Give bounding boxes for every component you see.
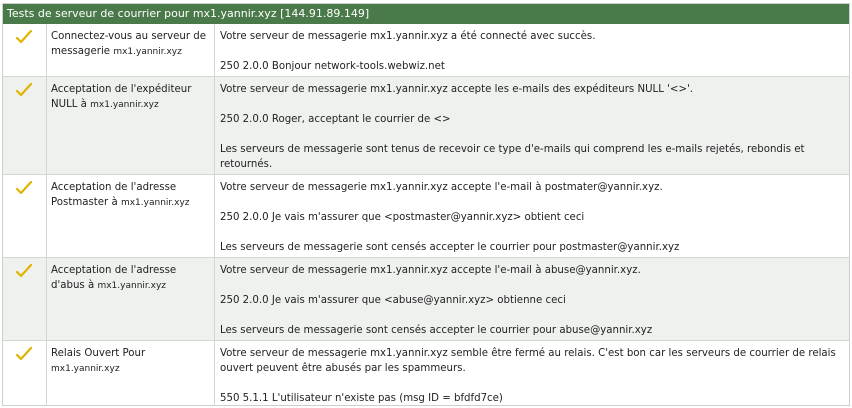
result-note: Les serveurs de messagerie sont censés accepter le courrier pour abuse@yannir.xyz (220, 325, 653, 336)
result-message: Votre serveur de messagerie mx1.yannir.xyz a été connecté avec succès. (220, 31, 596, 42)
test-name: Acceptation de l'adresse d'abus à mx1.yannir.xyz (47, 258, 215, 340)
test-result (215, 258, 849, 340)
table-row (3, 24, 849, 77)
result-message: Votre serveur de messagerie mx1.yannir.xyz accepte l'e-mail à postmater@yannir.xyz. (220, 182, 663, 193)
test-result (215, 77, 849, 174)
mail-server-test-panel (2, 3, 850, 406)
server-response: 550 5.1.1 L'utilisateur n'existe pas (msg ID = bfdfd7ce) (220, 393, 503, 404)
result-message: Votre serveur de messagerie mx1.yannir.xyz accepte les e-mails des expéditeurs NULL '<>'. (220, 84, 694, 95)
server-response: 250 2.0.0 Bonjour network-tools.webwiz.net (220, 61, 445, 72)
server-response: 250 2.0.0 Je vais m'assurer que <postmaster@yannir.xyz> obtient ceci (220, 212, 585, 223)
result-note: Les serveurs de messagerie sont tenus de recevoir ce type d'e-mails qui comprend les e-mails rejetés, rebondis et retournés. (220, 144, 805, 170)
result-message: Votre serveur de messagerie mx1.yannir.xyz accepte l'e-mail à abuse@yannir.xyz. (220, 265, 641, 276)
panel-title: Tests de serveur de courrier pour mx1.yannir.xyz [144.91.89.149] (3, 4, 849, 24)
checkmark-icon (16, 264, 32, 278)
table-row (3, 175, 849, 258)
checkmark-icon (16, 347, 32, 361)
server-response: 250 2.0.0 Roger, acceptant le courrier de <> (220, 114, 451, 125)
result-note: Les serveurs de messagerie sont censés accepter le courrier pour postmaster@yannir.xyz (220, 242, 680, 253)
test-name: Connectez-vous au serveur de messagerie mx1.yannir.xyz (47, 24, 215, 76)
test-name: Acceptation de l'adresse Postmaster à mx1.yannir.xyz (47, 175, 215, 257)
checkmark-icon (16, 83, 32, 97)
table-row (3, 341, 849, 406)
checkmark-icon (16, 30, 32, 44)
test-result (215, 24, 849, 76)
test-name: Acceptation de l'expéditeur NULL à mx1.yannir.xyz (47, 77, 215, 174)
test-result (215, 341, 849, 406)
table-row (3, 258, 849, 341)
checkmark-icon (16, 181, 32, 195)
test-result (215, 175, 849, 257)
table-row (3, 77, 849, 175)
server-response: 250 2.0.0 Je vais m'assurer que <abuse@yannir.xyz> obtienne ceci (220, 295, 566, 306)
result-message: Votre serveur de messagerie mx1.yannir.xyz semble être fermé au relais. C'est bon car les serveurs de courrier de relais ouvert peuvent être abusés par les spammeurs. (220, 348, 836, 374)
test-name: Relais Ouvert Pour mx1.yannir.xyz (47, 341, 215, 406)
